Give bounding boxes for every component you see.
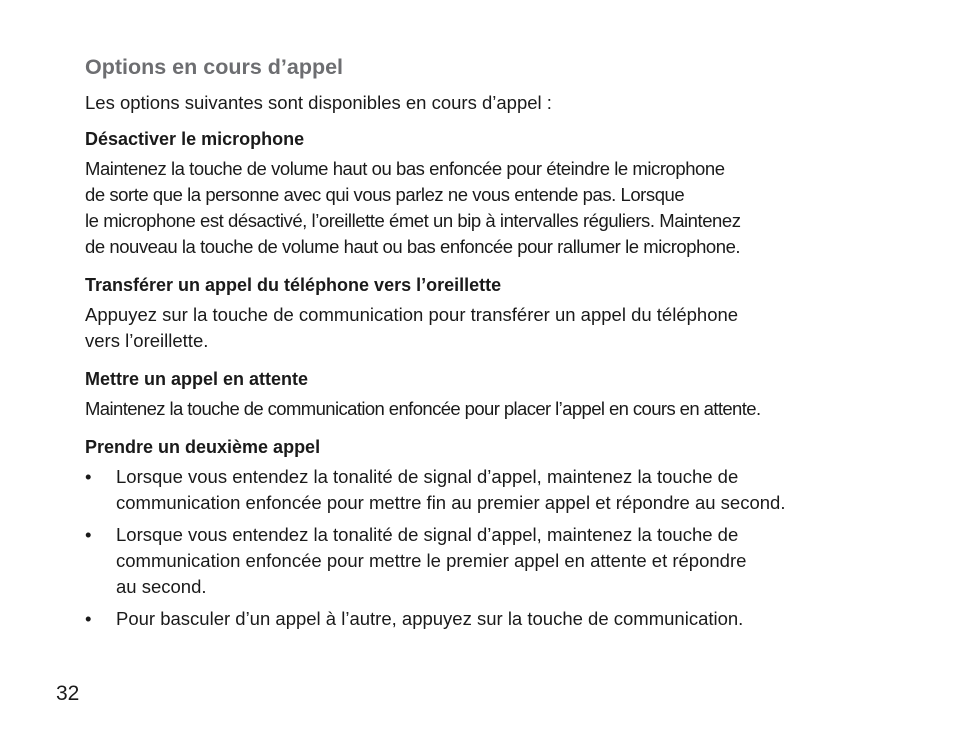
list-item-line: communication enfoncée pour mettre fin au premier appel et répondre au second. <box>116 492 786 513</box>
bullet-icon: • <box>85 608 92 629</box>
transfer-line: Appuyez sur la touche de communication pour transférer un appel du téléphone <box>85 304 739 325</box>
bullet-icon: • <box>85 466 92 487</box>
section-intro: Les options suivantes sont disponibles en cours d’appel : <box>85 92 552 113</box>
transfer-section <box>85 272 885 354</box>
list-item <box>85 606 885 632</box>
list-item-line: communication enfoncée pour mettre le premier appel en attente et répondre <box>116 550 747 571</box>
list-item-line: Lorsque vous entendez la tonalité de signal d’appel, maintenez la touche de <box>116 524 739 545</box>
list-item-line: au second. <box>116 576 207 597</box>
mute-line: le microphone est désactivé, l’oreillette émet un bip à intervalles réguliers. Maintenez <box>85 210 741 231</box>
hold-section <box>85 366 885 422</box>
second-call-heading: Prendre un deuxième appel <box>85 437 321 457</box>
mute-line: Maintenez la touche de volume haut ou bas enfoncée pour éteindre le microphone <box>85 158 725 179</box>
hold-line: Maintenez la touche de communication enfoncée pour placer l’appel en cours en attente. <box>85 398 761 419</box>
list-item <box>85 522 885 600</box>
list-item-line: Pour basculer d’un appel à l’autre, appuyez sur la touche de communication. <box>116 608 744 629</box>
mute-heading: Désactiver le microphone <box>85 129 305 149</box>
hold-paragraph <box>85 396 885 422</box>
page-number: 32 <box>56 682 80 705</box>
second-call-list <box>85 464 885 632</box>
section-title: Options en cours d’appel <box>85 55 344 79</box>
manual-page-content <box>85 52 885 638</box>
hold-heading: Mettre un appel en attente <box>85 369 309 389</box>
list-item-line: Lorsque vous entendez la tonalité de signal d’appel, maintenez la touche de <box>116 466 739 487</box>
transfer-line: vers l’oreillette. <box>85 330 209 351</box>
bullet-icon: • <box>85 524 92 545</box>
mute-line: de sorte que la personne avec qui vous parlez ne vous entende pas. Lorsque <box>85 184 685 205</box>
mute-section <box>85 126 885 260</box>
mute-line: de nouveau la touche de volume haut ou bas enfoncée pour rallumer le microphone. <box>85 236 741 257</box>
transfer-paragraph <box>85 302 885 354</box>
mute-paragraph <box>85 156 885 260</box>
list-item <box>85 464 885 516</box>
second-call-section <box>85 434 885 632</box>
transfer-heading: Transférer un appel du téléphone vers l’oreillette <box>85 275 502 295</box>
